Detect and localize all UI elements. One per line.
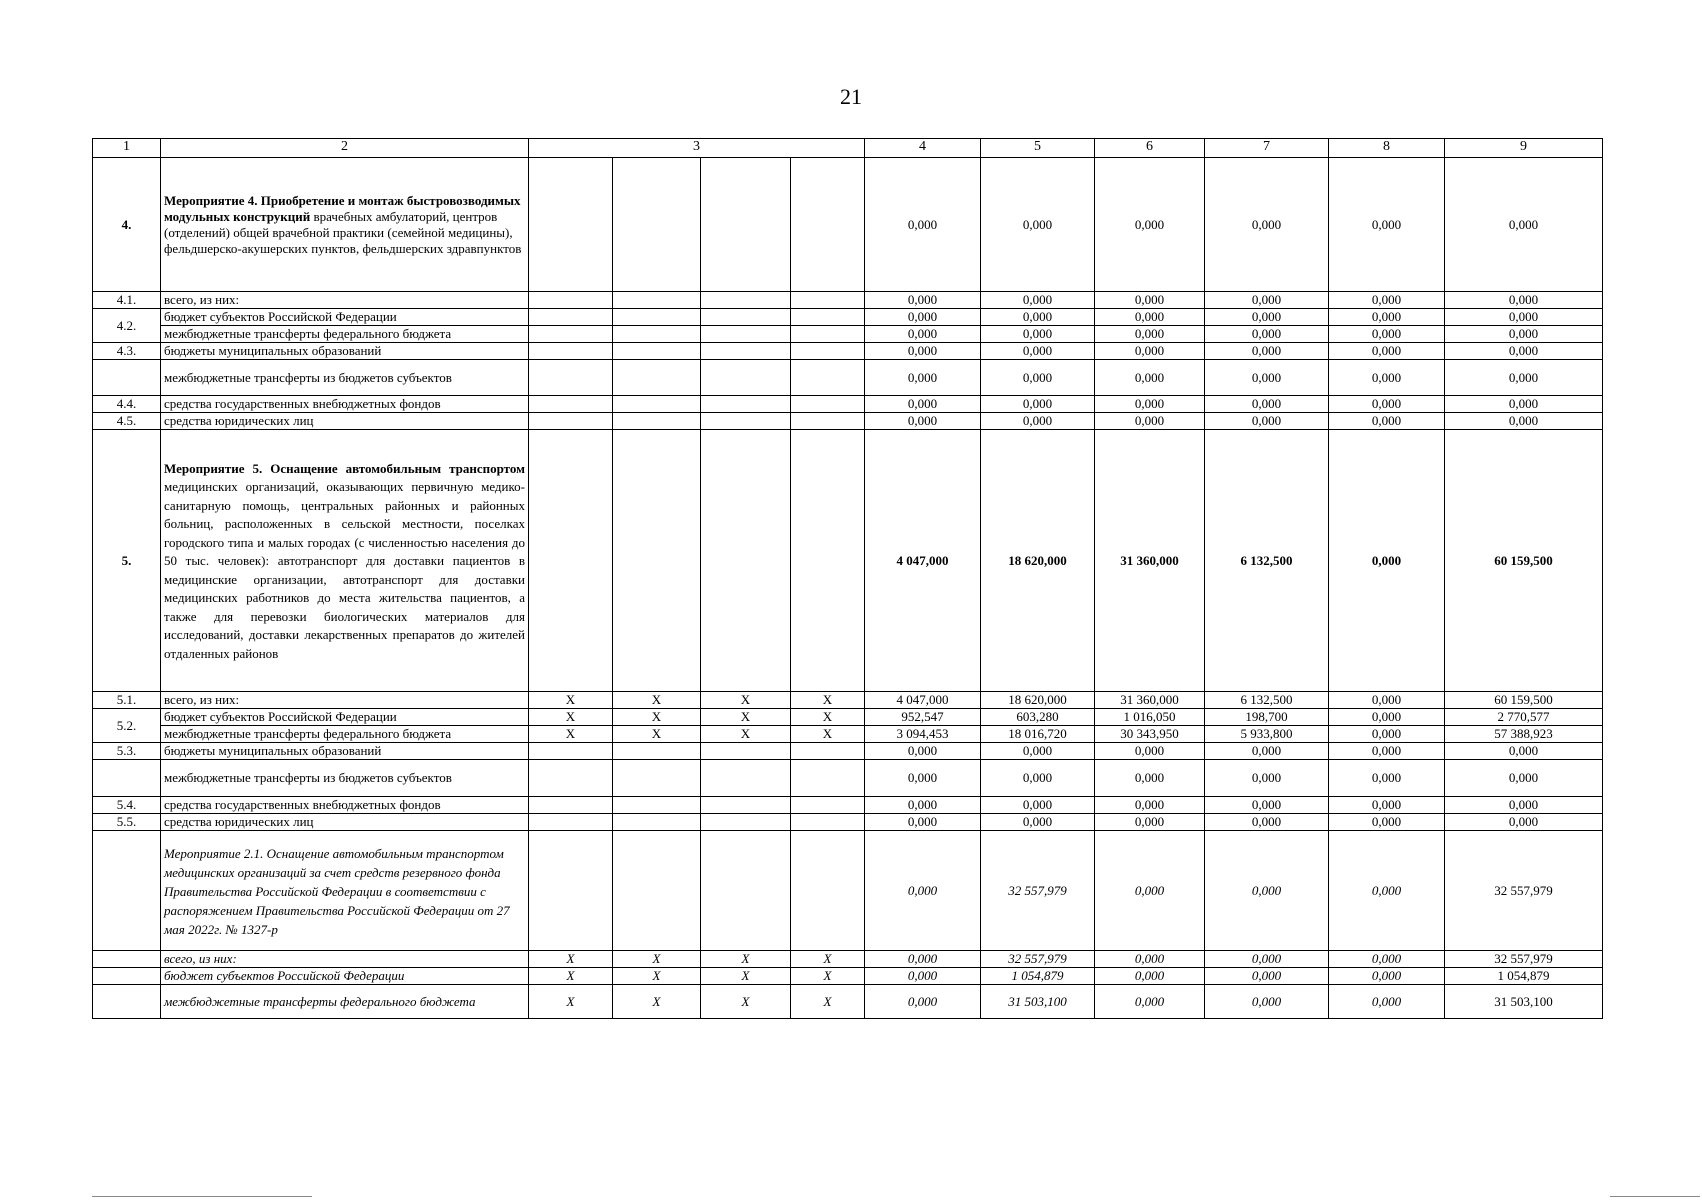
value-cell: 0,000 <box>1095 743 1205 760</box>
value-cell: 0,000 <box>865 797 981 814</box>
x-cell: X <box>613 709 701 726</box>
row-name: межбюджетные трансферты федерального бюджета <box>161 326 529 343</box>
x-cell: X <box>529 968 613 985</box>
value-cell: 0,000 <box>1329 760 1445 797</box>
value-cell: 60 159,500 <box>1445 692 1603 709</box>
row-name: средства юридических лиц <box>161 814 529 831</box>
value-cell: 3 094,453 <box>865 726 981 743</box>
value-cell: 0,000 <box>1329 692 1445 709</box>
header-cell: 6 <box>1095 139 1205 158</box>
x-cell: X <box>791 726 865 743</box>
row-code: 5.4. <box>93 797 161 814</box>
row-code <box>93 951 161 968</box>
value-cell: 0,000 <box>1095 360 1205 396</box>
value-cell: 0,000 <box>981 343 1095 360</box>
header-row <box>93 139 1603 158</box>
row-name: средства государственных внебюджетных фондов <box>161 396 529 413</box>
row-name-rest: медицинских организаций, оказывающих первичную медико-санитарную помощь, центральных районных и районных больниц, расположенных в сельской местности, поселках городского типа и малых городах (с численностью населения до 50 тыс. человек): автотранспорт для доставки пациентов в медицинские организации, автотранспорт для доставки медицинских работников до места жительства пациентов, а также для перевозки биологических материалов для исследований, доставки лекарственных препаратов до жителей отдаленных районов <box>164 479 525 661</box>
value-cell: 0,000 <box>1445 343 1603 360</box>
value-cell: 0,000 <box>981 743 1095 760</box>
row-code: 4.3. <box>93 343 161 360</box>
value-cell: 0,000 <box>1329 292 1445 309</box>
value-cell: 18 620,000 <box>981 692 1095 709</box>
table-row <box>93 413 1603 430</box>
x-cell <box>613 760 701 797</box>
value-cell: 31 360,000 <box>1095 430 1205 692</box>
row-code <box>93 985 161 1019</box>
value-cell: 60 159,500 <box>1445 430 1603 692</box>
header-cell: 5 <box>981 139 1095 158</box>
value-cell: 0,000 <box>1095 985 1205 1019</box>
value-cell: 0,000 <box>865 360 981 396</box>
x-cell <box>791 309 865 326</box>
x-cell <box>613 430 701 692</box>
row-code <box>93 760 161 797</box>
row-name: всего, из них: <box>161 292 529 309</box>
value-cell: 0,000 <box>981 760 1095 797</box>
value-cell: 0,000 <box>1329 158 1445 292</box>
x-cell <box>791 814 865 831</box>
x-cell: X <box>529 692 613 709</box>
value-cell: 0,000 <box>865 951 981 968</box>
value-cell: 0,000 <box>1205 158 1329 292</box>
value-cell: 31 503,100 <box>1445 985 1603 1019</box>
table-row <box>93 158 1603 292</box>
x-cell <box>529 292 613 309</box>
value-cell: 0,000 <box>981 396 1095 413</box>
value-cell: 0,000 <box>1445 760 1603 797</box>
table-row <box>93 797 1603 814</box>
value-cell: 198,700 <box>1205 709 1329 726</box>
value-cell: 0,000 <box>981 360 1095 396</box>
table-row <box>93 831 1603 951</box>
value-cell: 0,000 <box>1445 292 1603 309</box>
value-cell: 0,000 <box>981 326 1095 343</box>
x-cell <box>701 831 791 951</box>
value-cell: 0,000 <box>1205 309 1329 326</box>
value-cell: 0,000 <box>1445 326 1603 343</box>
value-cell: 0,000 <box>1329 814 1445 831</box>
value-cell: 0,000 <box>1095 760 1205 797</box>
value-cell: 0,000 <box>1329 309 1445 326</box>
table-row <box>93 968 1603 985</box>
row-name: бюджеты муниципальных образований <box>161 743 529 760</box>
value-cell: 0,000 <box>1329 726 1445 743</box>
table-row <box>93 709 1603 726</box>
value-cell: 0,000 <box>981 413 1095 430</box>
row-name <box>161 158 529 292</box>
value-cell: 18 620,000 <box>981 430 1095 692</box>
x-cell <box>791 413 865 430</box>
header-cell: 9 <box>1445 139 1603 158</box>
value-cell: 32 557,979 <box>1445 951 1603 968</box>
header-cell: 7 <box>1205 139 1329 158</box>
value-cell: 0,000 <box>1329 797 1445 814</box>
x-cell <box>791 396 865 413</box>
x-cell <box>529 343 613 360</box>
table-row <box>93 743 1603 760</box>
value-cell: 2 770,577 <box>1445 709 1603 726</box>
header-cell: 1 <box>93 139 161 158</box>
x-cell <box>529 814 613 831</box>
value-cell: 18 016,720 <box>981 726 1095 743</box>
x-cell <box>701 743 791 760</box>
value-cell: 0,000 <box>865 814 981 831</box>
value-cell: 0,000 <box>865 309 981 326</box>
value-cell: 0,000 <box>1329 396 1445 413</box>
value-cell: 0,000 <box>865 985 981 1019</box>
table-row <box>93 951 1603 968</box>
row-name-bold: Мероприятие 5. Оснащение автомобильным транспортом <box>164 460 525 476</box>
value-cell: 0,000 <box>865 760 981 797</box>
value-cell: 0,000 <box>981 292 1095 309</box>
x-cell <box>613 743 701 760</box>
x-cell <box>613 797 701 814</box>
value-cell: 0,000 <box>1445 743 1603 760</box>
x-cell <box>529 158 613 292</box>
x-cell: X <box>791 709 865 726</box>
x-cell <box>791 292 865 309</box>
row-code: 4.4. <box>93 396 161 413</box>
row-code: 5.5. <box>93 814 161 831</box>
value-cell: 0,000 <box>1095 158 1205 292</box>
page-number: 21 <box>840 84 862 109</box>
value-cell: 0,000 <box>865 292 981 309</box>
x-cell <box>791 326 865 343</box>
x-cell: X <box>701 726 791 743</box>
x-cell <box>701 158 791 292</box>
value-cell: 0,000 <box>1205 968 1329 985</box>
x-cell: X <box>613 951 701 968</box>
x-cell <box>701 343 791 360</box>
value-cell: 0,000 <box>1445 360 1603 396</box>
value-cell: 0,000 <box>981 797 1095 814</box>
value-cell: 0,000 <box>1205 760 1329 797</box>
scan-edge-line <box>92 1196 312 1197</box>
value-cell: 952,547 <box>865 709 981 726</box>
x-cell <box>613 158 701 292</box>
value-cell: 6 132,500 <box>1205 692 1329 709</box>
value-cell: 4 047,000 <box>865 692 981 709</box>
row-code <box>93 968 161 985</box>
value-cell: 0,000 <box>1445 814 1603 831</box>
value-cell: 0,000 <box>1095 814 1205 831</box>
value-cell: 32 557,979 <box>1445 831 1603 951</box>
header-cell: 3 <box>529 139 865 158</box>
x-cell <box>701 760 791 797</box>
x-cell: X <box>791 951 865 968</box>
x-cell <box>613 292 701 309</box>
value-cell: 0,000 <box>1329 968 1445 985</box>
value-cell: 0,000 <box>1205 985 1329 1019</box>
x-cell: X <box>529 985 613 1019</box>
value-cell: 0,000 <box>1095 797 1205 814</box>
value-cell: 0,000 <box>1329 430 1445 692</box>
x-cell <box>613 413 701 430</box>
value-cell: 0,000 <box>1445 797 1603 814</box>
value-cell: 31 360,000 <box>1095 692 1205 709</box>
row-name: Мероприятие 2.1. Оснащение автомобильным транспортом медицинских организаций за счет средств резервного фонда Правительства Российской Федерации в соответствии с распоряжением Правительства Российской Федерации от 27 мая 2022г. № 1327-р <box>161 831 529 951</box>
value-cell: 30 343,950 <box>1095 726 1205 743</box>
value-cell: 0,000 <box>1329 985 1445 1019</box>
value-cell: 0,000 <box>1205 814 1329 831</box>
x-cell: X <box>613 985 701 1019</box>
x-cell: X <box>529 709 613 726</box>
row-name: межбюджетные трансферты из бюджетов субъектов <box>161 760 529 797</box>
row-name: средства государственных внебюджетных фондов <box>161 797 529 814</box>
value-cell: 603,280 <box>981 709 1095 726</box>
table-row <box>93 985 1603 1019</box>
x-cell <box>701 326 791 343</box>
value-cell: 1 054,879 <box>981 968 1095 985</box>
value-cell: 0,000 <box>1205 360 1329 396</box>
x-cell <box>791 760 865 797</box>
value-cell: 0,000 <box>1205 797 1329 814</box>
row-name: бюджет субъектов Российской Федерации <box>161 309 529 326</box>
value-cell: 6 132,500 <box>1205 430 1329 692</box>
value-cell: 0,000 <box>1329 343 1445 360</box>
x-cell <box>791 430 865 692</box>
row-name: бюджет субъектов Российской Федерации <box>161 968 529 985</box>
value-cell: 32 557,979 <box>981 831 1095 951</box>
x-cell <box>529 743 613 760</box>
value-cell: 0,000 <box>1205 413 1329 430</box>
x-cell: X <box>701 968 791 985</box>
value-cell: 0,000 <box>865 831 981 951</box>
value-cell: 4 047,000 <box>865 430 981 692</box>
table-row <box>93 692 1603 709</box>
table-row <box>93 760 1603 797</box>
x-cell <box>529 326 613 343</box>
value-cell: 0,000 <box>865 158 981 292</box>
value-cell: 0,000 <box>1095 413 1205 430</box>
row-code: 4.1. <box>93 292 161 309</box>
x-cell: X <box>529 951 613 968</box>
value-cell: 0,000 <box>1095 343 1205 360</box>
x-cell <box>791 743 865 760</box>
table-row <box>93 343 1603 360</box>
value-cell: 0,000 <box>1329 831 1445 951</box>
value-cell: 0,000 <box>1445 413 1603 430</box>
x-cell <box>701 430 791 692</box>
x-cell <box>791 360 865 396</box>
value-cell: 0,000 <box>865 326 981 343</box>
row-code: 4. <box>93 158 161 292</box>
value-cell: 0,000 <box>865 968 981 985</box>
x-cell: X <box>613 726 701 743</box>
row-code: 5.3. <box>93 743 161 760</box>
row-code: 5. <box>93 430 161 692</box>
value-cell: 0,000 <box>1095 326 1205 343</box>
x-cell: X <box>791 985 865 1019</box>
x-cell <box>701 413 791 430</box>
x-cell <box>791 797 865 814</box>
x-cell <box>529 797 613 814</box>
x-cell <box>701 814 791 831</box>
row-name: межбюджетные трансферты федерального бюджета <box>161 985 529 1019</box>
x-cell <box>529 309 613 326</box>
x-cell <box>613 814 701 831</box>
row-name-bold: Мероприятие 4. Приобретение и монтаж быстровозводимых модульных конструкций <box>164 192 521 224</box>
table-row <box>93 726 1603 743</box>
x-cell <box>529 413 613 430</box>
row-name-rest: врачебных амбулаторий, центров (отделений) общей врачебной практики (семейной медицины), фельдшерско-акушерских пунктов, фельдшерских здравпунктов <box>164 208 522 256</box>
x-cell <box>529 360 613 396</box>
value-cell: 0,000 <box>1445 396 1603 413</box>
x-cell: X <box>701 951 791 968</box>
x-cell <box>791 343 865 360</box>
value-cell: 1 054,879 <box>1445 968 1603 985</box>
x-cell <box>529 831 613 951</box>
value-cell: 32 557,979 <box>981 951 1095 968</box>
value-cell: 0,000 <box>1095 396 1205 413</box>
value-cell: 0,000 <box>1095 292 1205 309</box>
value-cell: 0,000 <box>1445 309 1603 326</box>
x-cell <box>529 430 613 692</box>
row-name: всего, из них: <box>161 951 529 968</box>
value-cell: 0,000 <box>865 743 981 760</box>
x-cell <box>791 831 865 951</box>
value-cell: 0,000 <box>1329 709 1445 726</box>
x-cell: X <box>529 726 613 743</box>
x-cell <box>701 797 791 814</box>
x-cell: X <box>613 692 701 709</box>
x-cell: X <box>791 968 865 985</box>
table-row <box>93 292 1603 309</box>
value-cell: 5 933,800 <box>1205 726 1329 743</box>
header-cell: 8 <box>1329 139 1445 158</box>
table-row <box>93 360 1603 396</box>
value-cell: 0,000 <box>1329 413 1445 430</box>
x-cell <box>791 158 865 292</box>
row-code <box>93 360 161 396</box>
x-cell <box>529 760 613 797</box>
value-cell: 31 503,100 <box>981 985 1095 1019</box>
value-cell: 0,000 <box>1095 968 1205 985</box>
value-cell: 0,000 <box>1205 831 1329 951</box>
x-cell <box>701 309 791 326</box>
x-cell <box>613 309 701 326</box>
value-cell: 0,000 <box>865 413 981 430</box>
financing-table <box>92 138 1603 1019</box>
x-cell: X <box>791 692 865 709</box>
value-cell: 1 016,050 <box>1095 709 1205 726</box>
row-code: 4.2. <box>93 309 161 343</box>
x-cell: X <box>701 709 791 726</box>
row-name: средства юридических лиц <box>161 413 529 430</box>
value-cell: 0,000 <box>1445 158 1603 292</box>
row-name: межбюджетные трансферты федерального бюджета <box>161 726 529 743</box>
value-cell: 0,000 <box>1095 831 1205 951</box>
table-row <box>93 430 1603 692</box>
x-cell: X <box>613 968 701 985</box>
value-cell: 0,000 <box>1329 951 1445 968</box>
x-cell <box>613 343 701 360</box>
x-cell <box>701 360 791 396</box>
value-cell: 0,000 <box>1329 360 1445 396</box>
value-cell: 57 388,923 <box>1445 726 1603 743</box>
header-cell: 2 <box>161 139 529 158</box>
row-name: межбюджетные трансферты из бюджетов субъектов <box>161 360 529 396</box>
value-cell: 0,000 <box>865 343 981 360</box>
value-cell: 0,000 <box>981 814 1095 831</box>
x-cell: X <box>701 985 791 1019</box>
value-cell: 0,000 <box>981 158 1095 292</box>
row-name <box>161 430 529 692</box>
x-cell <box>613 396 701 413</box>
row-name: всего, из них: <box>161 692 529 709</box>
row-name: бюджеты муниципальных образований <box>161 343 529 360</box>
table-row <box>93 309 1603 326</box>
x-cell <box>613 831 701 951</box>
value-cell: 0,000 <box>981 309 1095 326</box>
x-cell: X <box>701 692 791 709</box>
x-cell <box>701 396 791 413</box>
x-cell <box>701 292 791 309</box>
x-cell <box>529 396 613 413</box>
value-cell: 0,000 <box>1095 309 1205 326</box>
value-cell: 0,000 <box>1329 743 1445 760</box>
table-row <box>93 396 1603 413</box>
table-row <box>93 814 1603 831</box>
value-cell: 0,000 <box>1205 396 1329 413</box>
table-row <box>93 326 1603 343</box>
x-cell <box>613 360 701 396</box>
value-cell: 0,000 <box>1205 292 1329 309</box>
value-cell: 0,000 <box>1205 743 1329 760</box>
value-cell: 0,000 <box>1205 951 1329 968</box>
value-cell: 0,000 <box>1095 951 1205 968</box>
value-cell: 0,000 <box>865 396 981 413</box>
scan-edge-line <box>1610 1196 1700 1197</box>
value-cell: 0,000 <box>1205 326 1329 343</box>
row-code: 5.2. <box>93 709 161 743</box>
header-cell: 4 <box>865 139 981 158</box>
row-code: 4.5. <box>93 413 161 430</box>
row-name: бюджет субъектов Российской Федерации <box>161 709 529 726</box>
row-code: 5.1. <box>93 692 161 709</box>
value-cell: 0,000 <box>1205 343 1329 360</box>
value-cell: 0,000 <box>1329 326 1445 343</box>
row-code <box>93 831 161 951</box>
x-cell <box>613 326 701 343</box>
